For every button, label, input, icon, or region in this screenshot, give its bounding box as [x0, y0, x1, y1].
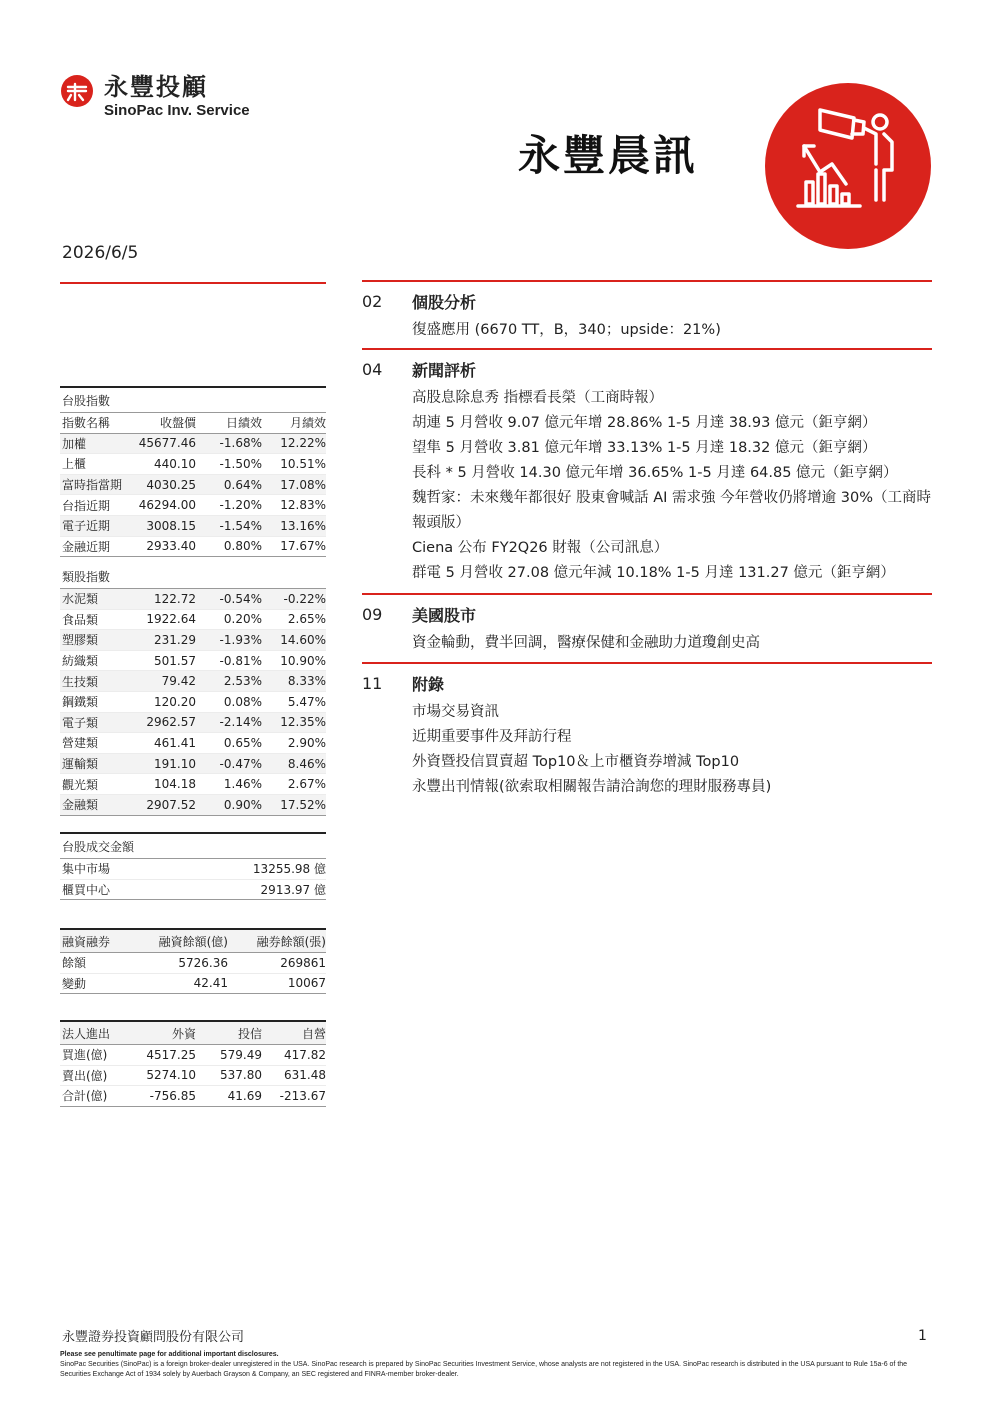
table-row	[60, 589, 326, 610]
table-cell: 8.46%	[287, 756, 326, 771]
section-item[interactable]: 外資暨投信買賣超 Top10＆上市櫃資券增減 Top10	[412, 754, 740, 770]
table-row	[60, 795, 326, 816]
table-cell: 櫃買中心	[62, 882, 111, 897]
table-title-row	[60, 564, 326, 589]
table-row	[60, 630, 326, 651]
section-divider	[362, 662, 932, 664]
table-cell: -0.81%	[219, 653, 262, 668]
section-item[interactable]: 長科 * 5 月營收 14.30 億元年增 36.65% 1-5 月達 64.85 億元（鉅亨網）	[412, 465, 898, 481]
table-cell: -0.22%	[283, 591, 326, 606]
section-divider	[362, 348, 932, 350]
section-us-market	[362, 593, 932, 656]
table-cell: 紡織類	[62, 654, 99, 669]
table-cell: 231.29	[154, 632, 196, 647]
table-cell: 17.52%	[280, 797, 326, 812]
volume-table	[60, 832, 326, 900]
table-cell: 45677.46	[138, 436, 196, 451]
section-item[interactable]: 永豐出刊情報(欲索取相關報告請洽詢您的理財服務專員)	[412, 779, 772, 795]
col-header: 日績效	[225, 416, 262, 431]
table-cell: 富時指當期	[62, 478, 123, 493]
table-cell: 加權	[62, 436, 87, 451]
table-cell: 191.10	[154, 756, 196, 771]
table-row	[60, 1045, 326, 1066]
table-cell: 金融近期	[62, 539, 111, 554]
table-cell: 122.72	[154, 591, 196, 606]
col-header: 月績效	[289, 416, 326, 431]
table-cell: -1.50%	[219, 456, 262, 471]
disclosure-title: Please see penultimate page for additional important disclosures.	[60, 1351, 279, 1358]
table-cell: 17.08%	[280, 477, 326, 492]
table-cell: -2.14%	[219, 715, 262, 730]
section-news	[362, 348, 932, 586]
sinopac-logo-icon	[60, 74, 94, 108]
index-table-title: 台股指數	[62, 393, 111, 408]
table-cell: 金融類	[62, 798, 99, 813]
table-cell: 食品類	[62, 612, 99, 627]
table-cell: 4030.25	[146, 477, 196, 492]
table-cell: 2913.97 億	[260, 882, 326, 897]
section-divider	[362, 280, 932, 282]
table-cell: 14.60%	[280, 632, 326, 647]
table-cell: 537.80	[220, 1068, 262, 1083]
section-header	[362, 286, 932, 316]
table-cell: 13.16%	[280, 518, 326, 533]
table-cell: 餘額	[62, 956, 87, 971]
page-title: 永豐晨訊	[518, 131, 699, 180]
section-header	[362, 354, 932, 384]
table-cell: 0.64%	[223, 477, 262, 492]
table-cell: 水泥類	[62, 592, 99, 607]
table-cell: 變動	[62, 976, 87, 991]
brand-logo	[60, 72, 310, 124]
section-title: 附錄	[412, 674, 445, 694]
table-cell: 579.49	[220, 1047, 262, 1062]
table-cell: 電子近期	[62, 519, 111, 534]
table-cell: 104.18	[154, 777, 196, 792]
table-cell: -1.54%	[219, 518, 262, 533]
table-header-row	[60, 1022, 326, 1045]
table-cell: 2.53%	[223, 674, 262, 689]
col-header: 投信	[237, 1026, 262, 1041]
table-cell: 269861	[280, 955, 326, 970]
table-header-row	[60, 930, 326, 953]
section-page-number: 04	[362, 359, 383, 379]
section-item[interactable]: 魏哲家：未來幾年都很好 股東會喊話 AI 需求強 今年營收仍將增逾 30%（工商時報頭版）	[412, 490, 931, 531]
table-cell: 417.82	[284, 1047, 326, 1062]
table-cell: 觀光類	[62, 777, 99, 792]
table-cell: -1.93%	[219, 632, 262, 647]
table-cell: 電子類	[62, 715, 99, 730]
table-cell: 5726.36	[178, 955, 228, 970]
table-cell: 生技類	[62, 674, 99, 689]
table-title-row	[60, 388, 326, 413]
table-cell: 2962.57	[146, 715, 196, 730]
table-cell: 1922.64	[146, 612, 196, 627]
table-row	[60, 880, 326, 901]
table-cell: 41.69	[227, 1088, 262, 1103]
section-title: 個股分析	[412, 292, 477, 312]
table-cell: 0.65%	[223, 735, 262, 750]
section-item[interactable]: 望隼 5 月營收 3.81 億元年增 33.13% 1-5 月達 18.32 億元（鉅亨網）	[412, 440, 877, 456]
table-row	[60, 610, 326, 631]
col-header: 法人進出	[62, 1026, 111, 1041]
section-divider	[362, 593, 932, 595]
col-header: 融券餘額(張)	[256, 934, 326, 949]
table-cell: 上櫃	[62, 457, 87, 472]
table-cell: 4517.25	[146, 1047, 196, 1062]
section-item[interactable]: 復盛應用 (6670 TT，B，340；upside：21%)	[412, 322, 721, 338]
table-cell: 2907.52	[146, 797, 196, 812]
table-row	[60, 774, 326, 795]
col-header: 外資	[171, 1026, 196, 1041]
section-stock-analysis	[362, 280, 932, 343]
table-cell: -213.67	[279, 1088, 326, 1103]
table-cell: 461.41	[154, 735, 196, 750]
section-header	[362, 599, 932, 629]
brand-name-en: SinoPac Inv. Service	[104, 102, 250, 119]
section-item[interactable]: 近期重要事件及拜訪行程	[412, 729, 572, 745]
col-header: 收盤價	[159, 416, 196, 431]
table-row	[60, 475, 326, 496]
table-cell: 2.65%	[287, 612, 326, 627]
table-row	[60, 1066, 326, 1087]
section-page-number: 02	[362, 291, 383, 311]
table-cell: 0.90%	[223, 797, 262, 812]
section-title: 美國股市	[412, 605, 477, 625]
section-item[interactable]: 胡連 5 月營收 9.07 億元年增 28.86% 1-5 月達 38.93 億元（鉅亨網）	[412, 415, 877, 431]
table-row	[60, 733, 326, 754]
table-cell: 0.20%	[223, 612, 262, 627]
table-cell: 台指近期	[62, 498, 111, 513]
section-header	[362, 668, 932, 698]
table-cell: 10.51%	[280, 456, 326, 471]
table-cell: 46294.00	[138, 498, 196, 513]
table-cell: -1.68%	[219, 436, 262, 451]
report-date: 2026/6/5	[62, 243, 139, 263]
table-row	[60, 692, 326, 713]
table-row	[60, 1086, 326, 1107]
table-cell: 2.67%	[287, 777, 326, 792]
table-header-row	[60, 413, 326, 434]
table-cell: 營建類	[62, 736, 99, 751]
table-cell: -0.47%	[219, 756, 262, 771]
table-row	[60, 953, 326, 974]
table-cell: 買進(億)	[62, 1048, 108, 1063]
table-cell: 賣出(億)	[62, 1068, 108, 1083]
table-cell: 2.90%	[287, 735, 326, 750]
sector-table	[60, 564, 326, 816]
section-item[interactable]: 市場交易資訊	[412, 704, 499, 720]
table-row	[60, 974, 326, 995]
table-title-row	[60, 834, 326, 859]
table-cell: 120.20	[154, 694, 196, 709]
table-cell: 3008.15	[146, 518, 196, 533]
table-cell: 13255.98 億	[252, 862, 326, 877]
section-item[interactable]: 群電 5 月營收 27.08 億元年減 10.18% 1-5 月達 131.27 億元（鉅亨網）	[412, 565, 895, 581]
col-header: 指數名稱	[62, 416, 111, 431]
table-row	[60, 859, 326, 880]
col-header: 融資融券	[62, 934, 111, 949]
table-row	[60, 454, 326, 475]
table-row	[60, 434, 326, 455]
table-cell: 集中市場	[62, 862, 111, 877]
volume-table-title: 台股成交金額	[62, 839, 135, 854]
margin-table	[60, 928, 326, 994]
table-cell: 5.47%	[287, 694, 326, 709]
table-cell: 631.48	[284, 1068, 326, 1083]
index-table	[60, 386, 326, 557]
section-title: 新聞評析	[412, 360, 477, 380]
table-cell: 17.67%	[280, 539, 326, 554]
table-cell: 42.41	[193, 976, 228, 991]
left-divider	[60, 282, 326, 284]
section-item[interactable]: Ciena 公布 FY2Q26 財報（公司訊息）	[412, 540, 669, 556]
table-row	[60, 495, 326, 516]
table-row	[60, 516, 326, 537]
footer-company: 永豐證券投資顧問股份有限公司	[62, 1330, 245, 1345]
table-cell: 運輸類	[62, 757, 99, 772]
table-row	[60, 713, 326, 734]
disclosure-text: SinoPac Securities (SinoPac) is a foreign broker-dealer unregistered in the USA. SinoPac research is prepared by SinoPac Securities Investment Service, whose analysts are not registered in the USA. SinoPac research is distributed in the USA pursuant to Rule 15a-6 of the Securities Exchange Act of 1934 solely by Auerbach Grayson & Company, an SEC registered and FINRA-member broker-dealer.	[60, 1361, 908, 1378]
col-header: 自營	[301, 1026, 326, 1041]
brand-name-cn: 永豐投顧	[104, 73, 208, 101]
col-header: 融資餘額(億)	[158, 934, 228, 949]
institution-table	[60, 1020, 326, 1107]
page-number: 1	[918, 1328, 927, 1344]
section-page-number: 09	[362, 604, 383, 624]
table-cell: 10.90%	[280, 653, 326, 668]
sector-table-title: 類股指數	[62, 569, 111, 584]
table-cell: 501.57	[154, 653, 196, 668]
table-cell: -0.54%	[219, 591, 262, 606]
table-cell: 12.35%	[280, 715, 326, 730]
table-cell: 12.22%	[280, 436, 326, 451]
table-cell: -756.85	[149, 1088, 196, 1103]
table-cell: 440.10	[154, 456, 196, 471]
table-cell: 2933.40	[146, 539, 196, 554]
table-cell: 塑膠類	[62, 633, 99, 648]
table-cell: 0.08%	[223, 694, 262, 709]
table-row	[60, 754, 326, 775]
table-cell: 10067	[287, 976, 326, 991]
table-cell: 0.80%	[223, 539, 262, 554]
section-item[interactable]: 資金輪動，費半回調，醫療保健和金融助力道瓊創史高	[412, 635, 760, 651]
table-cell: 8.33%	[287, 674, 326, 689]
analyst-telescope-icon	[764, 82, 932, 250]
section-item[interactable]: 高股息除息秀 指標看長榮（工商時報）	[412, 390, 664, 406]
table-cell: 79.42	[161, 674, 196, 689]
section-page-number: 11	[362, 673, 383, 693]
table-cell: 合計(億)	[62, 1089, 108, 1104]
table-cell: 5274.10	[146, 1068, 196, 1083]
table-row	[60, 537, 326, 558]
table-row	[60, 651, 326, 672]
table-cell: 12.83%	[280, 498, 326, 513]
table-cell: 1.46%	[223, 777, 262, 792]
table-cell: -1.20%	[219, 498, 262, 513]
section-appendix	[362, 662, 932, 800]
table-row	[60, 671, 326, 692]
table-cell: 鋼鐵類	[62, 695, 99, 710]
